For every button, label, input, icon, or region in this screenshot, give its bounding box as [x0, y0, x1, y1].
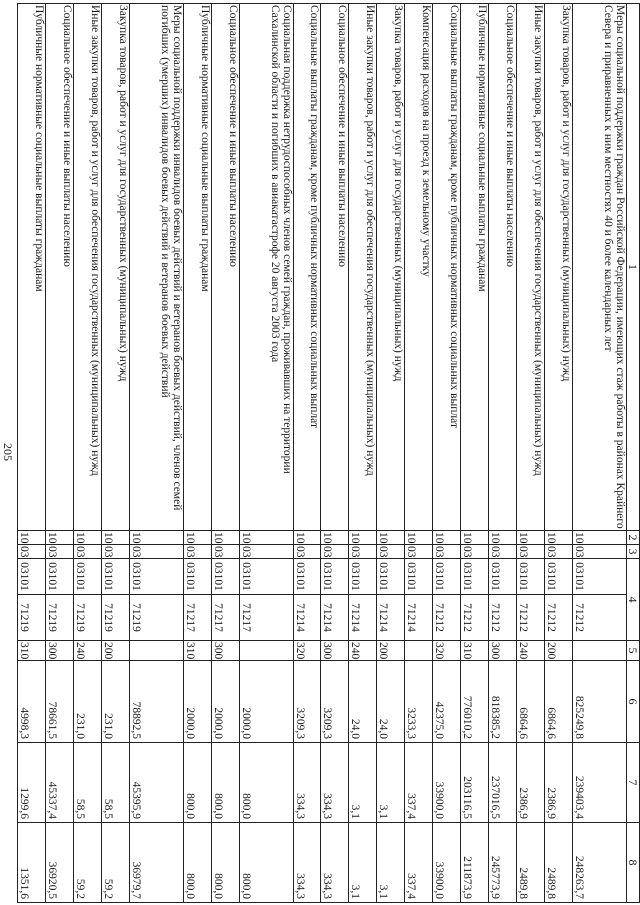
row-name: Социальная поддержка нетрудоспособных членов семей граждан, проживавших на территории Сахалинской области и погибших в авиакатастрофе 20 августа 2003 года [239, 4, 293, 531]
row-type-code [129, 641, 183, 661]
row-name: Публичные нормативные социальные выплаты гражданам [18, 4, 46, 531]
row-expense-code: 71214 [293, 595, 321, 641]
row-amount-7: 3,1 [377, 743, 405, 823]
row-section: 10 [293, 531, 321, 545]
row-name: Социальные выплаты гражданам, кроме публичных нормативных социальных выплат [433, 4, 461, 531]
table-row [461, 4, 489, 903]
row-program-code: 03101 [211, 559, 239, 595]
table-row [18, 4, 46, 903]
row-amount-8: 800,0 [211, 823, 239, 903]
row-amount-7: 334,3 [321, 743, 349, 823]
row-amount-6: 231,0 [74, 661, 102, 743]
row-amount-6: 6864,6 [545, 661, 573, 743]
row-subsection: 03 [129, 545, 183, 559]
row-subsection: 03 [573, 545, 627, 559]
row-name: Иные закупки товаров, работ и услуг для обеспечения государственных (муниципальных) нужд [517, 4, 545, 531]
row-expense-code: 71217 [211, 595, 239, 641]
row-subsection: 03 [461, 545, 489, 559]
table-row [183, 4, 211, 903]
row-expense-code: 71212 [517, 595, 545, 641]
row-section: 10 [183, 531, 211, 545]
row-expense-code: 71219 [74, 595, 102, 641]
row-amount-6: 3233,3 [405, 661, 433, 743]
header-col-5: 5 [627, 641, 640, 661]
row-section: 10 [129, 531, 183, 545]
header-col-4: 4 [627, 559, 640, 641]
row-amount-7: 2386,9 [545, 743, 573, 823]
row-name: Закупка товаров, работ и услуг для государственных (муниципальных) нужд [545, 4, 573, 531]
row-name: Компенсация расходов на проезд к земельному участку [405, 4, 433, 531]
row-program-code: 03101 [349, 559, 377, 595]
row-amount-8: 33900,0 [433, 823, 461, 903]
row-program-code: 03101 [321, 559, 349, 595]
row-amount-7: 45395,9 [129, 743, 183, 823]
row-expense-code: 71212 [461, 595, 489, 641]
row-amount-8: 1351,6 [18, 823, 46, 903]
row-expense-code: 71212 [433, 595, 461, 641]
row-section: 10 [102, 531, 130, 545]
header-col-8: 8 [627, 823, 640, 903]
row-subsection: 03 [321, 545, 349, 559]
row-section: 10 [74, 531, 102, 545]
row-section: 10 [405, 531, 433, 545]
row-program-code: 03101 [129, 559, 183, 595]
row-amount-6: 6864,6 [517, 661, 545, 743]
row-amount-7: 800,0 [211, 743, 239, 823]
row-type-code [405, 641, 433, 661]
row-program-code: 03101 [405, 559, 433, 595]
row-amount-6: 231,0 [102, 661, 130, 743]
row-amount-7: 203116,5 [461, 743, 489, 823]
table-row [433, 4, 461, 903]
table-row [349, 4, 377, 903]
row-amount-6: 24,0 [349, 661, 377, 743]
row-amount-7: 1299,6 [18, 743, 46, 823]
row-amount-8: 2489,8 [517, 823, 545, 903]
row-type-code: 320 [433, 641, 461, 661]
row-expense-code: 71217 [239, 595, 293, 641]
row-amount-7: 2386,9 [517, 743, 545, 823]
row-section: 10 [46, 531, 74, 545]
row-name: Публичные нормативные социальные выплаты гражданам [461, 4, 489, 531]
row-subsection: 03 [433, 545, 461, 559]
row-subsection: 03 [46, 545, 74, 559]
row-amount-6: 4998,3 [18, 661, 46, 743]
row-amount-8: 59,2 [74, 823, 102, 903]
row-subsection: 03 [183, 545, 211, 559]
row-program-code: 03101 [183, 559, 211, 595]
table-row [489, 4, 517, 903]
row-name: Меры социальной поддержки инвалидов боевых действий и ветеранов боевых действий, членов семей погибших (умерших) инвалидов боевых действий и ветеранов боевых действий [129, 4, 183, 531]
row-type-code: 310 [461, 641, 489, 661]
row-subsection: 03 [517, 545, 545, 559]
row-amount-7: 45337,4 [46, 743, 74, 823]
row-amount-6: 3209,3 [293, 661, 321, 743]
row-subsection: 03 [211, 545, 239, 559]
row-expense-code: 71212 [489, 595, 517, 641]
row-type-code: 320 [293, 641, 321, 661]
row-amount-6: 2000,0 [239, 661, 293, 743]
row-amount-8: 245773,9 [489, 823, 517, 903]
budget-table [17, 3, 640, 903]
row-section: 10 [349, 531, 377, 545]
row-amount-8: 334,3 [321, 823, 349, 903]
row-program-code: 03101 [433, 559, 461, 595]
row-name: Социальное обеспечение и иные выплаты населению [211, 4, 239, 531]
row-program-code: 03101 [293, 559, 321, 595]
row-amount-8: 59,2 [102, 823, 130, 903]
header-row [627, 4, 640, 903]
row-subsection: 03 [377, 545, 405, 559]
row-amount-6: 3209,3 [321, 661, 349, 743]
row-amount-8: 211873,9 [461, 823, 489, 903]
row-amount-8: 334,3 [293, 823, 321, 903]
row-amount-7: 3,1 [349, 743, 377, 823]
row-amount-8: 36920,5 [46, 823, 74, 903]
row-program-code: 03101 [46, 559, 74, 595]
table-row [102, 4, 130, 903]
row-amount-6: 776010,2 [461, 661, 489, 743]
row-type-code: 300 [489, 641, 517, 661]
row-name: Закупка товаров, работ и услуг для государственных (муниципальных) нужд [102, 4, 130, 531]
header-col-7: 7 [627, 743, 640, 823]
header-col-3: 3 [627, 545, 640, 559]
table-row [293, 4, 321, 903]
row-program-code: 03101 [18, 559, 46, 595]
row-amount-8: 3,1 [349, 823, 377, 903]
row-section: 10 [377, 531, 405, 545]
row-program-code: 03101 [239, 559, 293, 595]
row-type-code: 200 [102, 641, 130, 661]
row-section: 10 [573, 531, 627, 545]
row-section: 10 [433, 531, 461, 545]
row-expense-code: 71214 [377, 595, 405, 641]
row-program-code: 03101 [545, 559, 573, 595]
row-amount-8: 800,0 [183, 823, 211, 903]
row-subsection: 03 [405, 545, 433, 559]
row-amount-7: 239403,4 [573, 743, 627, 823]
row-amount-7: 800,0 [183, 743, 211, 823]
row-program-code: 03101 [377, 559, 405, 595]
row-type-code: 300 [46, 641, 74, 661]
row-subsection: 03 [18, 545, 46, 559]
row-subsection: 03 [74, 545, 102, 559]
row-subsection: 03 [239, 545, 293, 559]
row-amount-7: 237016,5 [489, 743, 517, 823]
row-amount-8: 800,0 [239, 823, 293, 903]
row-name: Закупка товаров, работ и услуг для государственных (муниципальных) нужд [377, 4, 405, 531]
header-col-2: 2 [627, 531, 640, 545]
table-row [545, 4, 573, 903]
row-type-code: 200 [377, 641, 405, 661]
header-col-6: 6 [627, 661, 640, 743]
table-row [239, 4, 293, 903]
row-expense-code: 71214 [321, 595, 349, 641]
row-type-code: 310 [183, 641, 211, 661]
row-amount-7: 58,5 [74, 743, 102, 823]
table-row [377, 4, 405, 903]
row-expense-code: 71219 [46, 595, 74, 641]
row-amount-8: 248263,7 [573, 823, 627, 903]
row-amount-6: 24,0 [377, 661, 405, 743]
row-section: 10 [211, 531, 239, 545]
table-body [18, 4, 627, 903]
row-amount-7: 33900,0 [433, 743, 461, 823]
row-program-code: 03101 [461, 559, 489, 595]
row-amount-7: 800,0 [239, 743, 293, 823]
row-amount-8: 337,4 [405, 823, 433, 903]
row-type-code: 240 [349, 641, 377, 661]
row-amount-6: 42375,0 [433, 661, 461, 743]
row-type-code: 240 [517, 641, 545, 661]
page-number: 205 [1, 443, 15, 461]
table-row [573, 4, 627, 903]
row-program-code: 03101 [102, 559, 130, 595]
row-name: Иные закупки товаров, работ и услуг для обеспечения государственных (муниципальных) нужд [74, 4, 102, 531]
row-expense-code: 71219 [129, 595, 183, 641]
row-section: 10 [239, 531, 293, 545]
row-section: 10 [517, 531, 545, 545]
table-row [74, 4, 102, 903]
row-amount-6: 818385,2 [489, 661, 517, 743]
row-amount-6: 825249,8 [573, 661, 627, 743]
row-amount-7: 337,4 [405, 743, 433, 823]
header-col-1: 1 [627, 4, 640, 531]
row-section: 10 [461, 531, 489, 545]
row-name: Социальные выплаты гражданам, кроме публичных нормативных социальных выплат [293, 4, 321, 531]
row-type-code [239, 641, 293, 661]
row-name: Иные закупки товаров, работ и услуг для обеспечения государственных (муниципальных) нужд [349, 4, 377, 531]
row-amount-8: 2489,8 [545, 823, 573, 903]
row-subsection: 03 [102, 545, 130, 559]
row-program-code: 03101 [74, 559, 102, 595]
row-name: Социальное обеспечение и иные выплаты населению [489, 4, 517, 531]
row-type-code: 200 [545, 641, 573, 661]
table-row [517, 4, 545, 903]
row-amount-6: 78892,5 [129, 661, 183, 743]
row-name: Социальное обеспечение и иные выплаты населению [46, 4, 74, 531]
row-section: 10 [321, 531, 349, 545]
row-section: 10 [545, 531, 573, 545]
row-type-code: 300 [321, 641, 349, 661]
table-row [211, 4, 239, 903]
row-expense-code: 71214 [405, 595, 433, 641]
row-amount-7: 58,5 [102, 743, 130, 823]
row-program-code: 03101 [489, 559, 517, 595]
row-program-code: 03101 [573, 559, 627, 595]
row-type-code: 300 [211, 641, 239, 661]
row-name: Социальное обеспечение и иные выплаты населению [321, 4, 349, 531]
row-expense-code: 71212 [545, 595, 573, 641]
row-name: Публичные нормативные социальные выплаты гражданам [183, 4, 211, 531]
row-amount-8: 36979,7 [129, 823, 183, 903]
row-type-code: 240 [74, 641, 102, 661]
row-amount-6: 2000,0 [183, 661, 211, 743]
row-type-code: 310 [18, 641, 46, 661]
row-subsection: 03 [545, 545, 573, 559]
row-subsection: 03 [489, 545, 517, 559]
row-amount-7: 334,3 [293, 743, 321, 823]
table-row [129, 4, 183, 903]
row-amount-6: 2000,0 [211, 661, 239, 743]
table-row [405, 4, 433, 903]
row-expense-code: 71214 [349, 595, 377, 641]
row-subsection: 03 [293, 545, 321, 559]
table-row [321, 4, 349, 903]
row-section: 10 [489, 531, 517, 545]
table-row [46, 4, 74, 903]
row-amount-6: 78661,5 [46, 661, 74, 743]
row-subsection: 03 [349, 545, 377, 559]
row-expense-code: 71217 [183, 595, 211, 641]
row-type-code [573, 641, 627, 661]
row-amount-8: 3,1 [377, 823, 405, 903]
row-expense-code: 71212 [573, 595, 627, 641]
row-program-code: 03101 [517, 559, 545, 595]
row-expense-code: 71219 [18, 595, 46, 641]
row-section: 10 [18, 531, 46, 545]
row-name: Меры социальной поддержки граждан Российской Федерации, имеющих стаж работы в районах Крайнего Севера и приравненных к ним местностях 40 и более календарных лет [573, 4, 627, 531]
row-expense-code: 71219 [102, 595, 130, 641]
